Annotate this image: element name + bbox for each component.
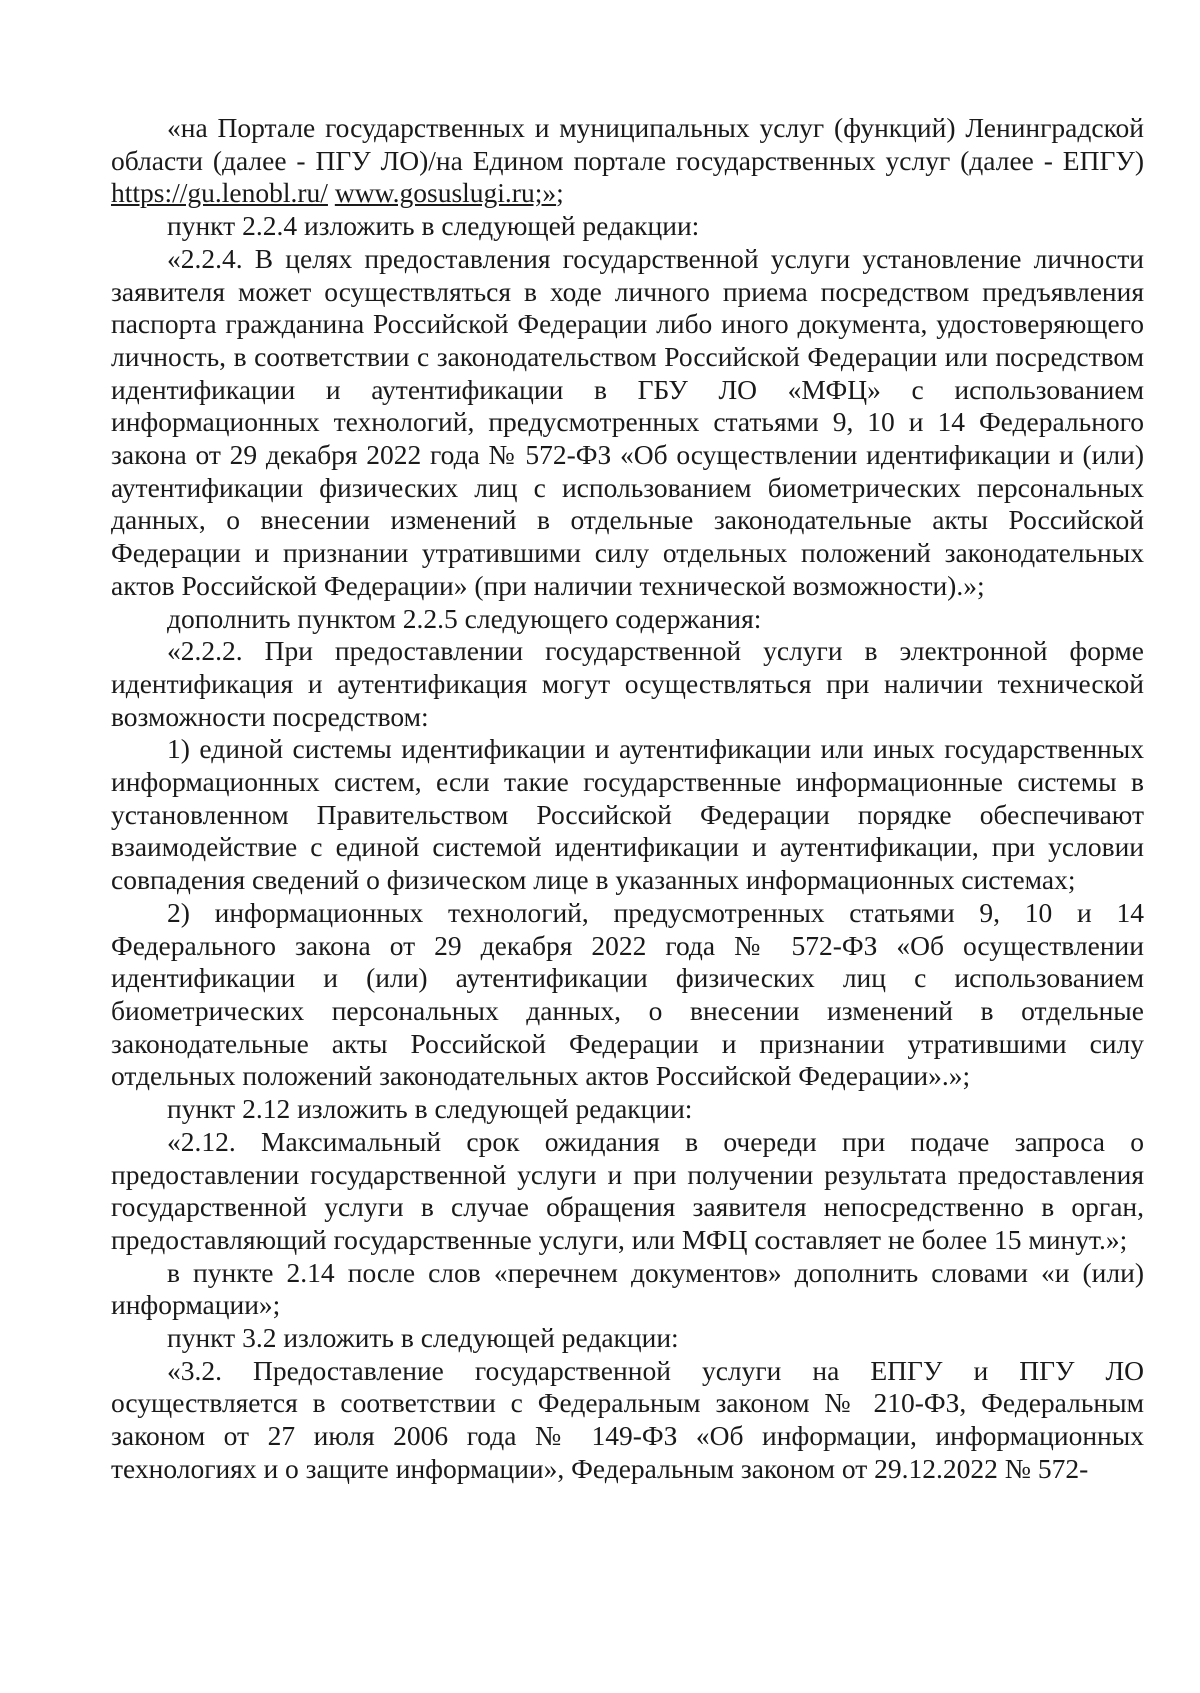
paragraph-text: «на Портале государственных и муниципальных услуг (функций) Ленинградской области (далее - ПГУ ЛО)/на Едином портале государственных услуг (далее - ЕПГУ)	[111, 112, 1144, 176]
paragraph-instruction-2-2-5: дополнить пунктом 2.2.5 следующего содержания:	[167, 602, 762, 634]
paragraph-portal-definition	[111, 112, 1144, 210]
paragraph-2-14-amendment: в пункте 2.14 после слов «перечнем документов» дополнить словами «и (или) информации»;	[111, 1256, 1144, 1321]
paragraph-2-12: «2.12. Максимальный срок ожидания в очереди при подаче запроса о предоставлении государственной услуги и при получении результата предоставления государственной услуги в случае обращения заявителя непосредственно в орган, предоставляющий государственные услуги, или МФЦ составляет не более 15 минут.»;	[111, 1125, 1144, 1255]
document-body	[111, 112, 1144, 1486]
paragraph-instruction-2-12: пункт 2.12 изложить в следующей редакции:	[167, 1093, 693, 1125]
paragraph-3-2: «3.2. Предоставление государственной услуги на ЕПГУ и ПГУ ЛО осуществляется в соответствии с Федеральным законом № 210-ФЗ, Федеральным законом от 27 июля 2006 года № 149-ФЗ «Об информации, информационных технологиях и о защите информации», Федеральным законом от 29.12.2022 № 572-	[111, 1354, 1144, 1484]
lenobl-portal-link[interactable]: https://gu.lenobl.ru/	[111, 177, 328, 209]
paragraph-2-2-4: «2.2.4. В целях предоставления государственной услуги установление личности заявителя может осуществляться в ходе личного приема посредством предъявления паспорта гражданина Российской Федерации либо иного документа, удостоверяющего личность, в соответствии с законодательством Российской Федерации или посредством идентификации и аутентификации в ГБУ ЛО «МФЦ» с использованием информационных технологий, предусмотренных статьями 9, 10 и 14 Федерального закона от 29 декабря 2022 года № 572-ФЗ «Об осуществлении идентификации и (или) аутентификации физических лиц с использованием биометрических персональных данных, о внесении изменений в отдельные законодательные акты Российской Федерации и признании утратившими силу отдельных положений законодательных актов Российской Федерации» (при наличии технической возможности).»;	[111, 242, 1144, 601]
paragraph-instruction-2-2-4: пункт 2.2.4 изложить в следующей редакции:	[167, 210, 700, 242]
paragraph-instruction-3-2: пункт 3.2 изложить в следующей редакции:	[167, 1322, 679, 1354]
list-item-2: 2) информационных технологий, предусмотренных статьями 9, 10 и 14 Федерального закона от 29 декабря 2022 года № 572-ФЗ «Об осуществлении идентификации и (или) аутентификации физических лиц с использованием биометрических персональных данных, о внесении изменений в отдельные законодательные акты Российской Федерации и признании утратившими силу отдельных положений законодательных актов Российской Федерации».»;	[111, 896, 1144, 1092]
list-item-1: 1) единой системы идентификации и аутентификации или иных государственных информационных систем, если такие государственные информационные системы в установленном Правительством Российской Федерации порядке обеспечивают взаимодействие с единой системой идентификации и аутентификации, при условии совпадения сведений о физическом лице в указанных информационных системах;	[111, 733, 1144, 896]
paragraph-end: ;	[556, 177, 564, 209]
gosuslugi-portal-link[interactable]: www.gosuslugi.ru;»	[334, 177, 557, 209]
paragraph-2-2-2: «2.2.2. При предоставлении государственной услуги в электронной форме идентификация и аутентификация могут осуществляться при наличии технической возможности посредством:	[111, 635, 1144, 732]
link-separator	[328, 177, 335, 208]
